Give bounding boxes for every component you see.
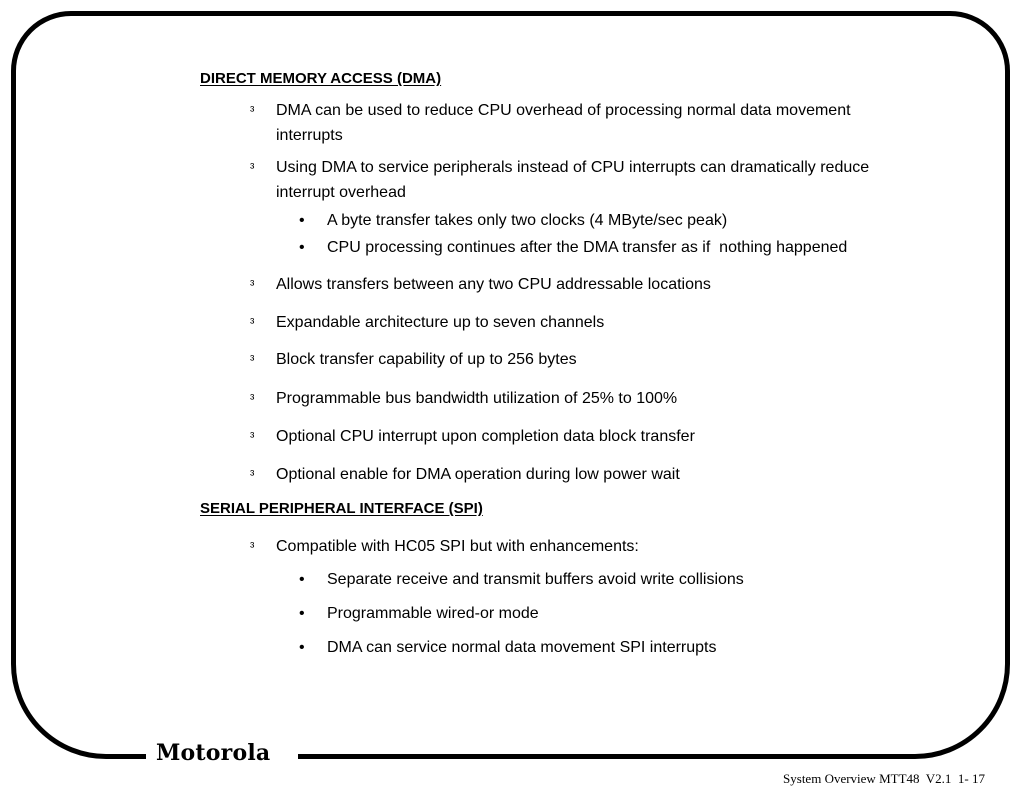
list-item-text: Compatible with HC05 SPI but with enhancements:: [276, 538, 639, 555]
bullet-marker: ³: [250, 277, 255, 292]
list-item-text: Expandable architecture up to seven channels: [276, 314, 605, 331]
sub-list-item-text: DMA can service normal data movement SPI interrupts: [327, 639, 717, 656]
list-item-text: Optional CPU interrupt upon completion data block transfer: [276, 428, 695, 445]
footer-text: System Overview MTT48 V2.1 1- 17: [783, 771, 985, 786]
list-item-text: DMA can be used to reduce CPU overhead of processing normal data movement interrupts: [276, 102, 851, 144]
motorola-logo: Motorola: [156, 740, 271, 766]
list-item-text: Optional enable for DMA operation during low power wait: [276, 466, 680, 483]
bullet-marker: ³: [250, 160, 255, 175]
sub-list-item-text: Separate receive and transmit buffers avoid write collisions: [327, 571, 744, 588]
bullet-marker: ³: [250, 539, 255, 554]
bullet-marker: •: [299, 571, 305, 588]
bullet-marker: •: [299, 605, 305, 622]
bullet-marker: •: [299, 212, 305, 229]
sub-list-item-text: A byte transfer takes only two clocks (4 MByte/sec peak): [327, 212, 728, 229]
bullet-marker: •: [299, 639, 305, 656]
bullet-marker: ³: [250, 103, 255, 118]
bullet-marker: ³: [250, 315, 255, 330]
list-item-text: Programmable bus bandwidth utilization of 25% to 100%: [276, 390, 678, 407]
sub-list-item-text: CPU processing continues after the DMA transfer as if nothing happened: [327, 239, 848, 256]
section-heading-dma: DIRECT MEMORY ACCESS (DMA): [200, 70, 442, 87]
bullet-marker: ³: [250, 391, 255, 406]
sub-list-item-text: Programmable wired-or mode: [327, 605, 539, 622]
bullet-marker: •: [299, 239, 305, 256]
bullet-marker: ³: [250, 467, 255, 482]
list-item-text: Allows transfers between any two CPU addressable locations: [276, 276, 711, 293]
list-item-text: Block transfer capability of up to 256 bytes: [276, 351, 577, 368]
list-item-text: Using DMA to service peripherals instead of CPU interrupts can dramatically reduce interrupt overhead: [276, 159, 870, 201]
section-heading-spi: SERIAL PERIPHERAL INTERFACE (SPI): [200, 500, 483, 517]
bullet-marker: ³: [250, 429, 255, 444]
bullet-marker: ³: [250, 352, 255, 367]
